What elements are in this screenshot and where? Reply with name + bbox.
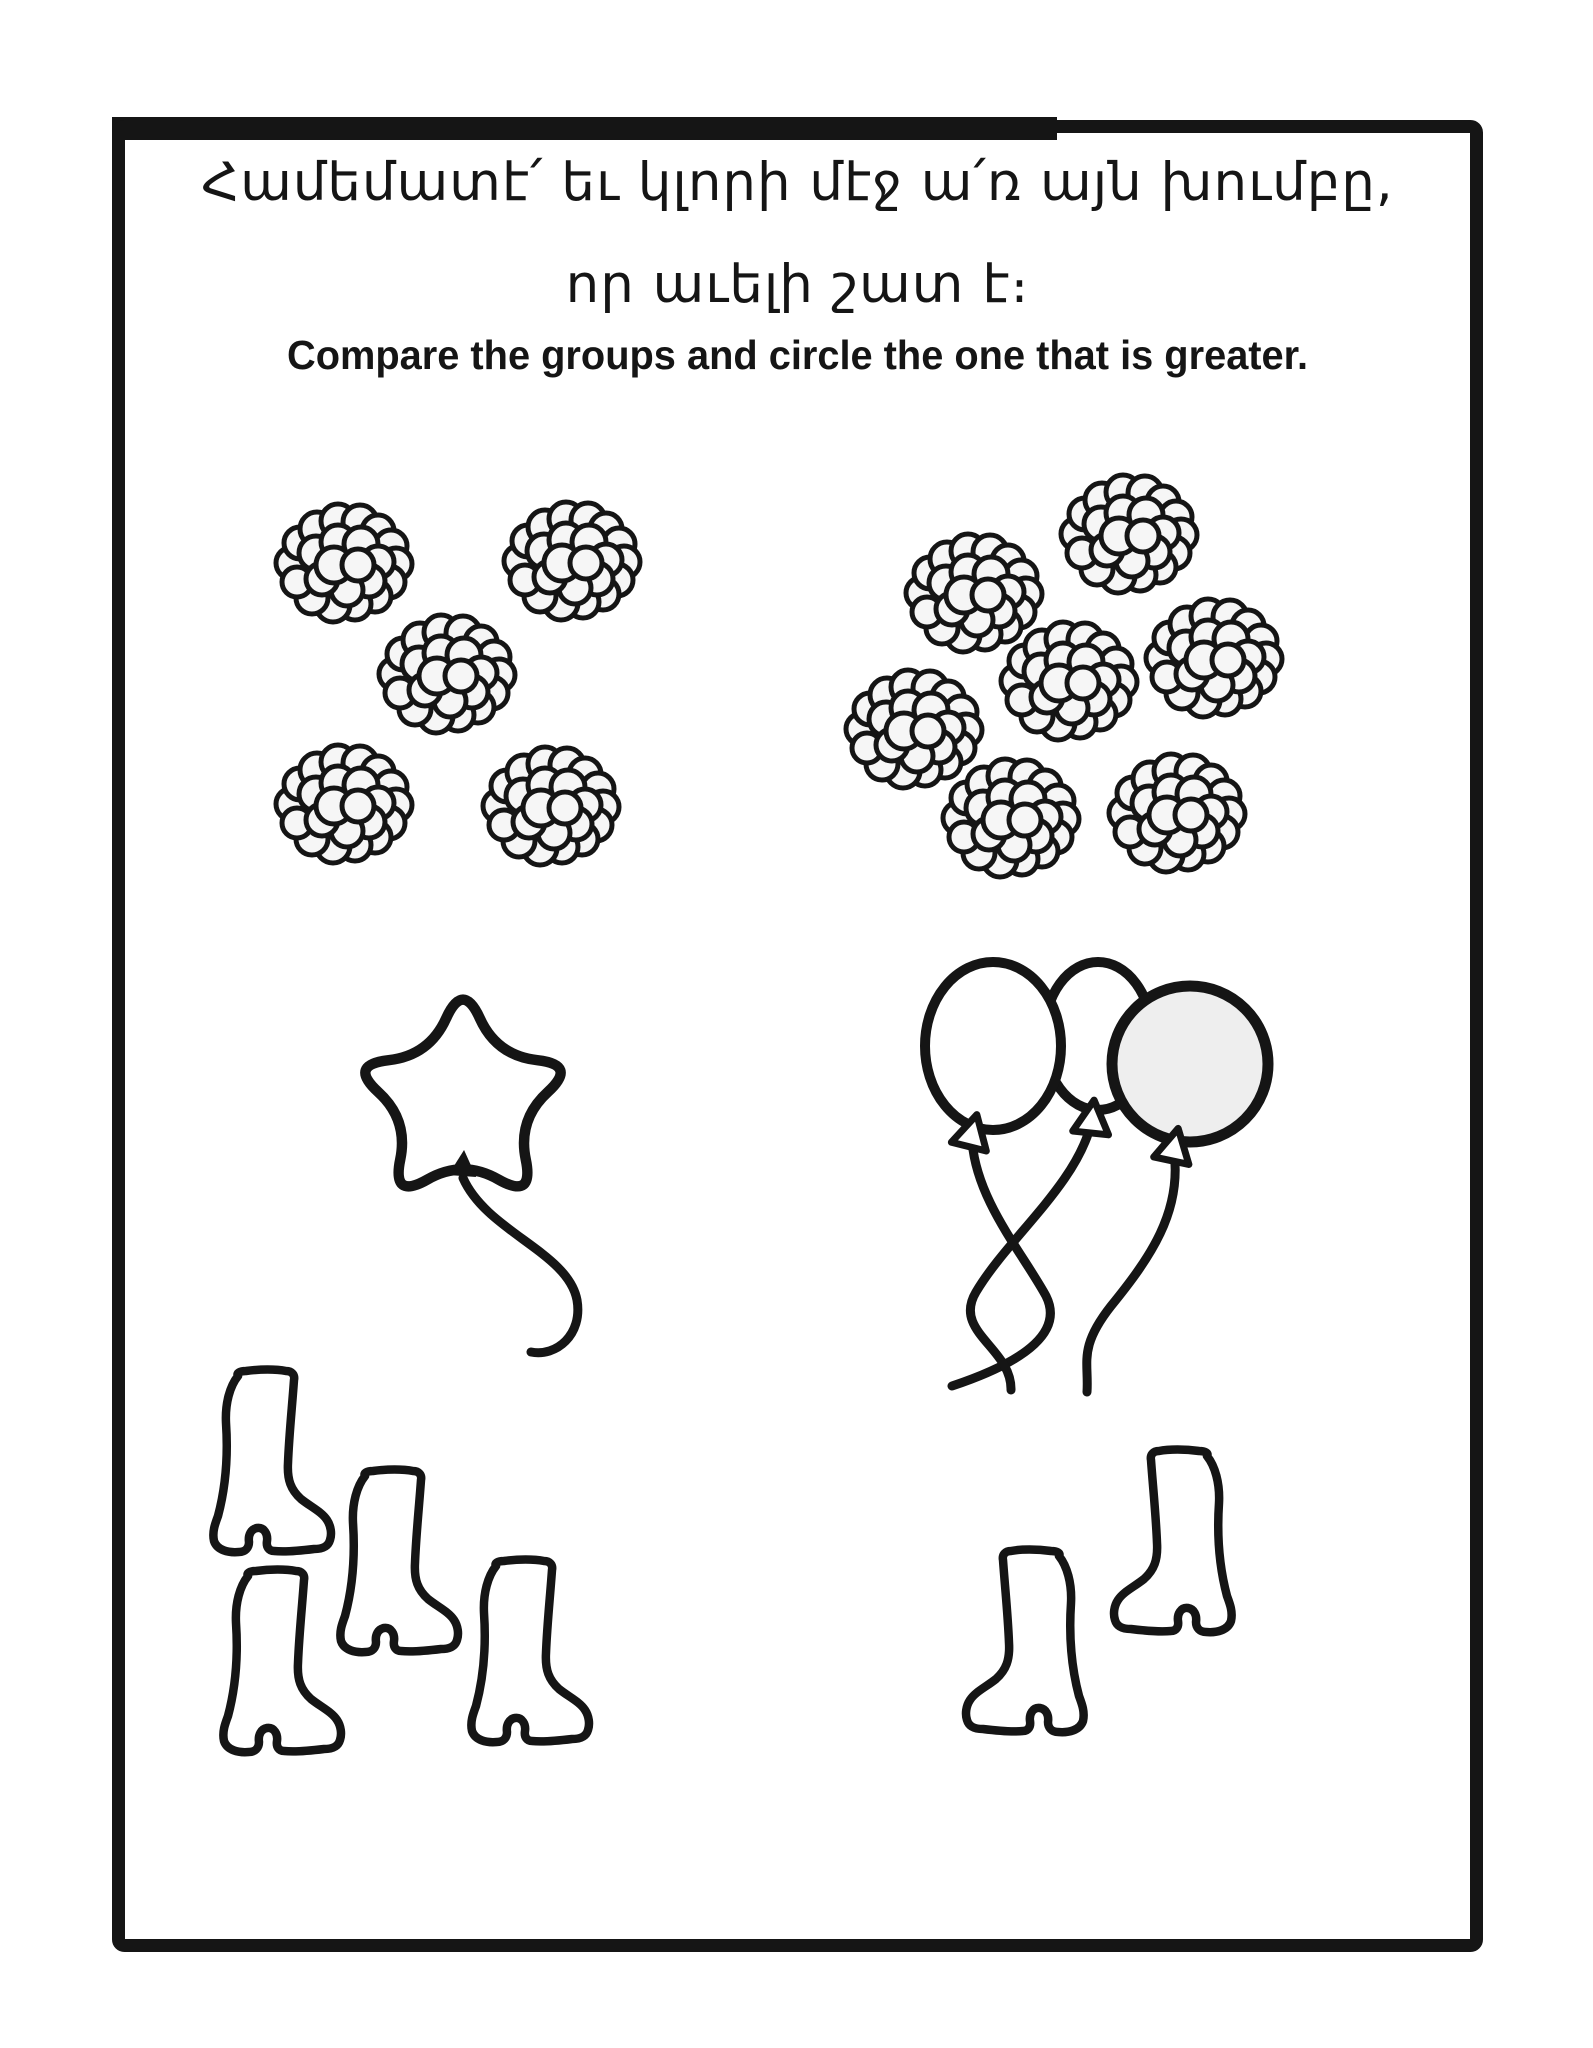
- berry-cluster: [906, 534, 1042, 652]
- round-balloons-group[interactable]: [925, 962, 1268, 1392]
- title-armenian-line1: Համեմատէ՛ եւ կլորի մէջ ա՛ռ այն խումբը,: [201, 152, 1394, 213]
- boot: [471, 1560, 589, 1743]
- berry-cluster: [1109, 754, 1245, 872]
- star-balloon-string: [463, 1178, 578, 1353]
- balloon-left: [925, 962, 1061, 1130]
- berry-cluster: [846, 670, 982, 788]
- boot: [213, 1370, 331, 1553]
- berry-cluster: [1146, 599, 1282, 717]
- instruction-english: Compare the groups and circle the one that is greater.: [286, 332, 1309, 378]
- berry-cluster: [504, 502, 640, 620]
- boots-left-group[interactable]: [213, 1370, 589, 1753]
- star-balloon-group[interactable]: [365, 1000, 578, 1353]
- balloon-string: [1087, 1152, 1175, 1392]
- boot: [1114, 1450, 1232, 1633]
- berries-right-group[interactable]: [846, 475, 1282, 877]
- boot: [340, 1470, 458, 1653]
- title-armenian-line2: որ աւելի շատ է։: [565, 254, 1030, 315]
- berry-cluster: [483, 747, 619, 865]
- balloon-right-gray: [1112, 986, 1268, 1142]
- boots-right-group[interactable]: [966, 1450, 1232, 1733]
- berry-cluster: [1061, 475, 1197, 593]
- berries-left-group[interactable]: [276, 502, 640, 865]
- boot: [223, 1570, 341, 1753]
- boot: [966, 1550, 1084, 1733]
- berry-cluster: [1001, 622, 1137, 740]
- berry-cluster: [379, 615, 515, 733]
- worksheet-border: [119, 127, 1477, 1946]
- berry-cluster: [276, 504, 412, 622]
- berry-cluster: [943, 759, 1079, 877]
- berry-cluster: [276, 745, 412, 863]
